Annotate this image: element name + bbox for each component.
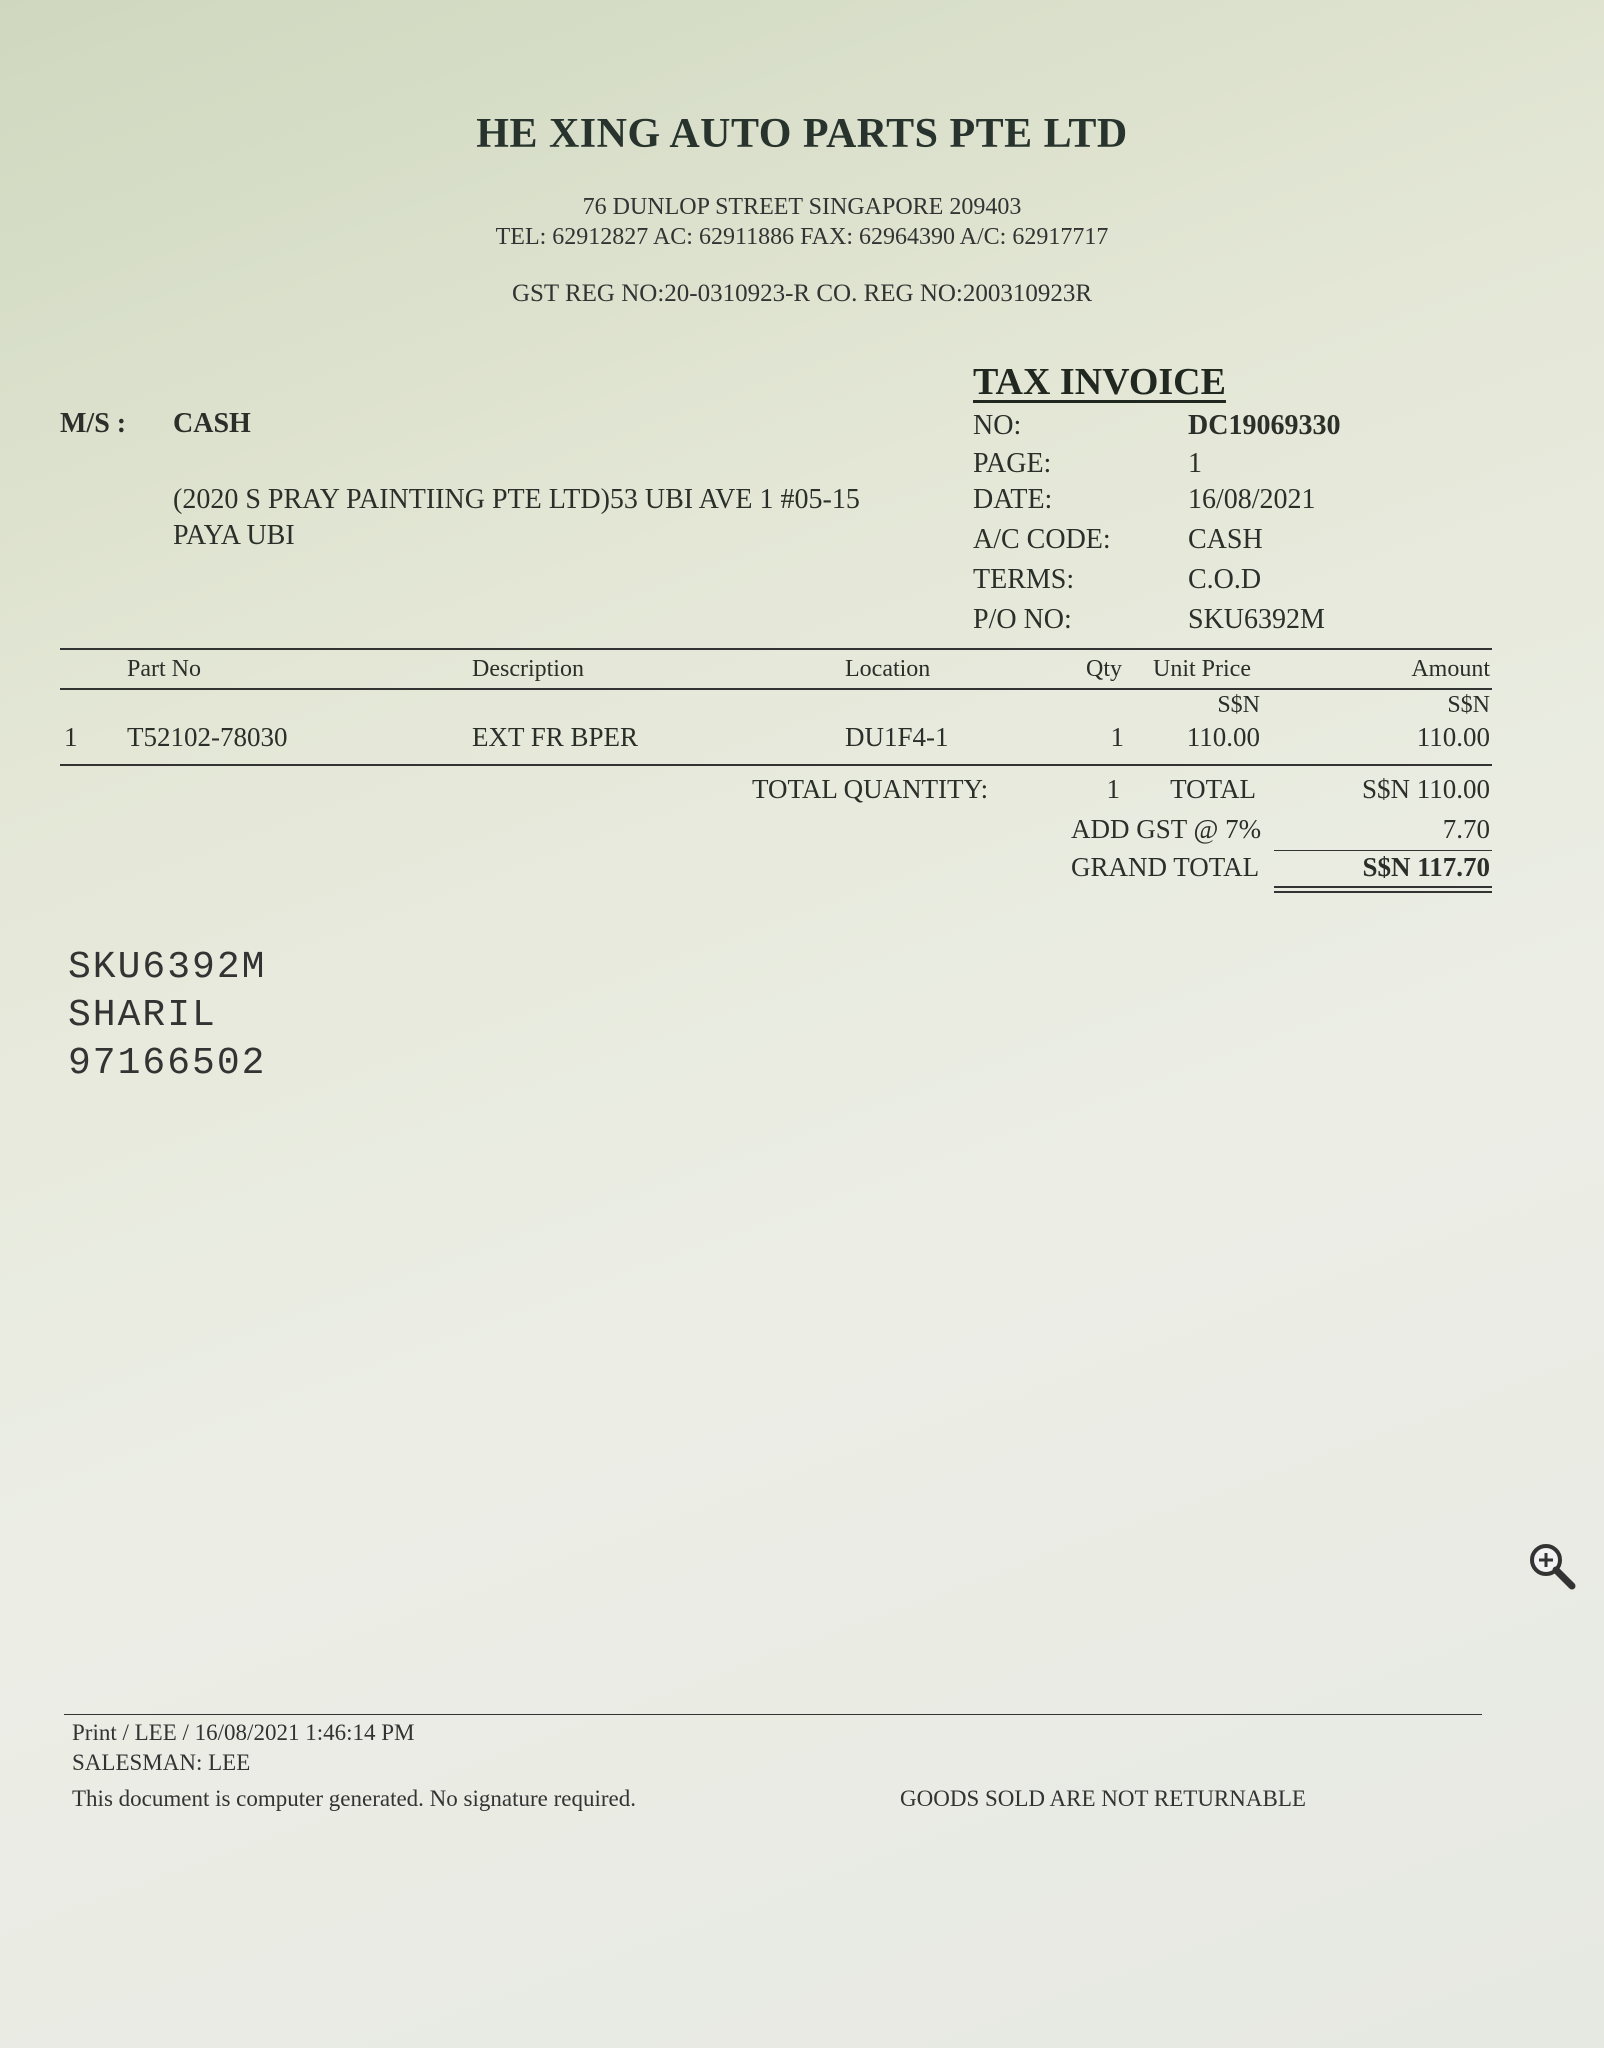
header-amount: Amount	[1411, 656, 1490, 682]
grand-total-label: GRAND TOTAL	[1071, 852, 1260, 882]
header-qty: Qty	[1086, 656, 1122, 682]
company-name: HE XING AUTO PARTS PTE LTD	[476, 111, 1128, 157]
unit-price-currency: S$N	[1217, 692, 1260, 718]
customer-address-line1: (2020 S PRAY PAINTIING PTE LTD)53 UBI AVE 1 #05-15	[173, 484, 860, 515]
info-account-label: A/C CODE:	[973, 524, 1111, 555]
row-qty: 1	[1110, 722, 1124, 752]
row-amount: 110.00	[1416, 722, 1490, 752]
header-description: Description	[472, 656, 584, 682]
gst-value: 7.70	[1442, 814, 1490, 844]
row-part-no: T52102-78030	[127, 722, 288, 752]
header-unit-price: Unit Price	[1153, 656, 1251, 682]
document-title	[973, 360, 1226, 404]
company-registration: GST REG NO:20-0310923-R CO. REG NO:200310923R	[511, 280, 1093, 307]
info-po-label: P/O NO:	[973, 604, 1072, 635]
footer-print-info: Print / LEE / 16/08/2021 1:46:14 PM	[72, 1720, 415, 1745]
customer-label: M/S :	[60, 408, 127, 439]
row-location: DU1F4-1	[845, 722, 949, 752]
row-description: EXT FR BPER	[472, 722, 639, 752]
row-index: 1	[64, 722, 78, 752]
info-po-value: SKU6392M	[1188, 604, 1325, 635]
table-top-rule	[60, 648, 1492, 650]
customer-address-line2: PAYA UBI	[173, 520, 295, 551]
row-unit-price: 110.00	[1186, 722, 1260, 752]
company-address: 76 DUNLOP STREET SINGAPORE 209403	[582, 194, 1022, 220]
note-line-2: SHARIL	[68, 994, 217, 1037]
info-terms-label: TERMS:	[973, 564, 1075, 595]
table-header-rule	[60, 688, 1492, 690]
info-no-label: NO:	[973, 410, 1022, 441]
customer-name: CASH	[173, 408, 251, 439]
header-part-no: Part No	[127, 656, 201, 682]
gst-rule	[1274, 850, 1492, 851]
company-contact: TEL: 62912827 AC: 62911886 FAX: 62964390 A/C: 62917717	[495, 224, 1109, 250]
info-terms-value: C.O.D	[1188, 564, 1262, 595]
note-line-3: 97166502	[68, 1042, 267, 1085]
info-date-label: DATE:	[973, 484, 1053, 515]
note-line-1: SKU6392M	[68, 946, 267, 989]
table-bottom-rule	[60, 764, 1492, 766]
gst-label: ADD GST @ 7%	[1071, 814, 1262, 844]
info-date-value: 16/08/2021	[1188, 484, 1316, 515]
grand-total-value: S$N 117.70	[1362, 852, 1490, 882]
footer-salesman: SALESMAN: LEE	[72, 1750, 251, 1775]
footer-rule	[64, 1714, 1482, 1715]
zoom-in-icon[interactable]	[1526, 1540, 1578, 1592]
info-no-value: DC19069330	[1188, 410, 1341, 441]
header-location: Location	[845, 656, 931, 682]
document-title-text: TAX INVOICE	[973, 361, 1226, 403]
grand-total-rule-2	[1274, 891, 1492, 893]
footer-returns-notice: GOODS SOLD ARE NOT RETURNABLE	[900, 1786, 1306, 1811]
grand-total-rule-1	[1274, 886, 1492, 888]
info-page-value: 1	[1188, 448, 1202, 479]
amount-currency: S$N	[1447, 692, 1490, 718]
total-quantity-value: 1	[1106, 774, 1120, 804]
total-value: S$N 110.00	[1361, 774, 1490, 804]
footer-disclaimer: This document is computer generated. No signature required.	[72, 1786, 636, 1811]
total-label: TOTAL	[1170, 774, 1256, 804]
info-page-label: PAGE:	[973, 448, 1052, 479]
info-account-value: CASH	[1188, 524, 1263, 555]
total-quantity-label: TOTAL QUANTITY:	[752, 774, 989, 804]
